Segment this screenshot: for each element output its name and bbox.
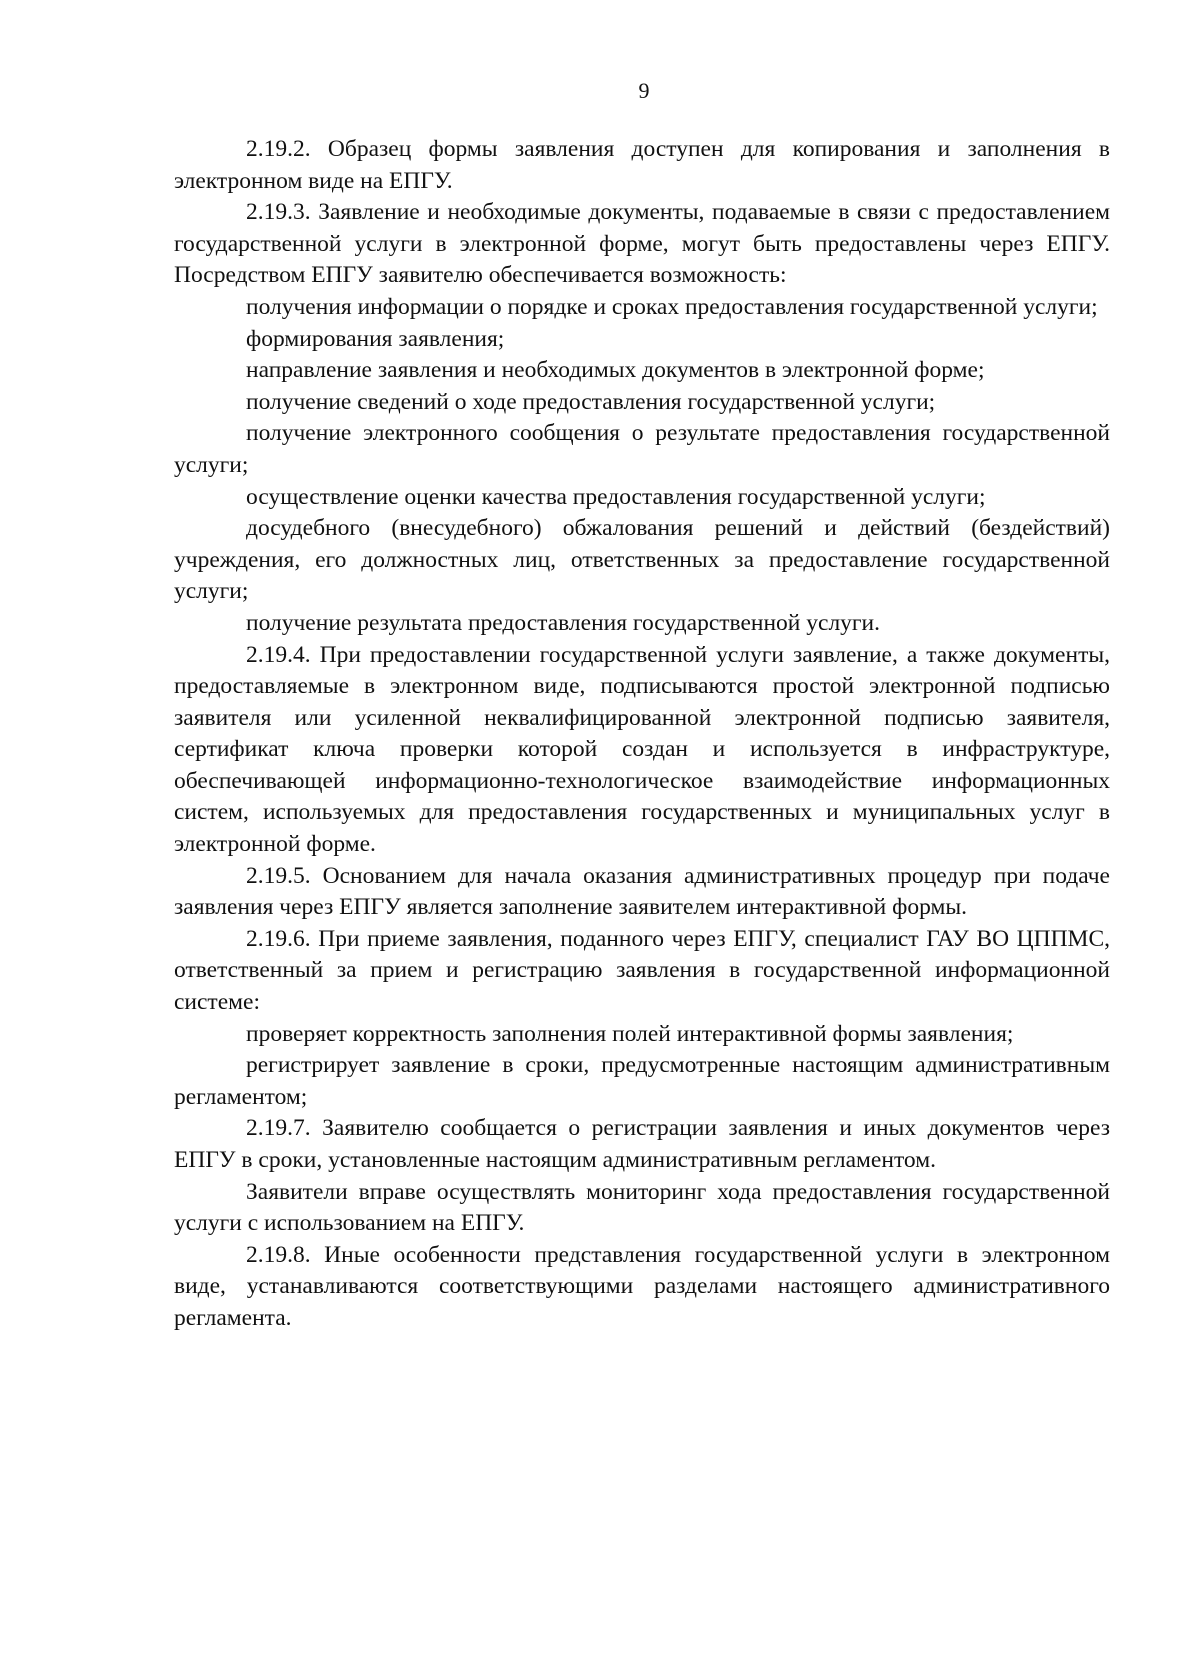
paragraph-2-19-7: 2.19.7. Заявителю сообщается о регистрации заявления и иных документов через ЕПГУ в сроки, установленные настоящим административным регламентом. <box>174 1115 1110 1173</box>
list-item: направление заявления и необходимых документов в электронной форме; <box>246 357 985 384</box>
paragraph-2-19-2: 2.19.2. Образец формы заявления доступен для копирования и заполнения в электронном виде на ЕПГУ. <box>174 136 1110 194</box>
list-item: осуществление оценки качества предоставления государственной услуги; <box>246 483 986 510</box>
paragraph-monitoring: Заявители вправе осуществлять мониторинг хода предоставления государственной услуги с использованием на ЕПГУ. <box>174 1178 1110 1237</box>
list-item: получение сведений о ходе предоставления государственной услуги; <box>246 388 936 415</box>
paragraph-2-19-3: 2.19.3. Заявление и необходимые документы, подаваемые в связи с предоставлением государственной услуги в электронной форме, могут быть предоставлены через ЕПГУ. Посредством ЕПГУ заявителю обеспечивается возможность: <box>174 199 1110 289</box>
list-item: досудебного (внесудебного) обжалования решений и действий (бездействий) учреждения, его должностных лиц, ответственных за предоставление государственной услуги; <box>174 515 1110 605</box>
list-item: проверяет корректность заполнения полей интерактивной формы заявления; <box>246 1020 1014 1047</box>
list-item: получения информации о порядке и сроках предоставления государственной услуги; <box>246 293 1098 320</box>
paragraph-2-19-8: 2.19.8. Иные особенности представления государственной услуги в электронном виде, устанавливаются соответствующими разделами настоящего административного регламента. <box>174 1241 1110 1331</box>
paragraph-2-19-5: 2.19.5. Основанием для начала оказания административных процедур при подаче заявления через ЕПГУ является заполнение заявителем интерактивной формы. <box>174 862 1110 921</box>
paragraph-2-19-4: 2.19.4. При предоставлении государственной услуги заявление, а также документы, предоставляемые в электронном виде, подписываются простой электронной подписью заявителя или усиленной неквалифицированной электронной подписью заявителя, сертификат ключа проверки которой создан и используется в инфраструктуре, обеспечивающей информационно-технологическое взаимодействие информационных систем, используемых для предоставления государственных и муниципальных услуг в электронной форме. <box>174 641 1110 858</box>
page-number: 9 <box>638 78 650 103</box>
list-item: регистрирует заявление в сроки, предусмотренные настоящим административным регламентом; <box>174 1052 1110 1110</box>
paragraph-2-19-6: 2.19.6. При приеме заявления, поданного через ЕПГУ, специалист ГАУ ВО ЦППМС, ответственный за прием и регистрацию заявления в государственной информационной системе: <box>174 925 1110 1016</box>
list-item: получение результата предоставления государственной услуги. <box>246 609 881 636</box>
document-body <box>174 134 1110 1335</box>
list-item: формирования заявления; <box>246 325 505 352</box>
list-item: получение электронного сообщения о результате предоставления государственной услуги; <box>174 420 1110 478</box>
